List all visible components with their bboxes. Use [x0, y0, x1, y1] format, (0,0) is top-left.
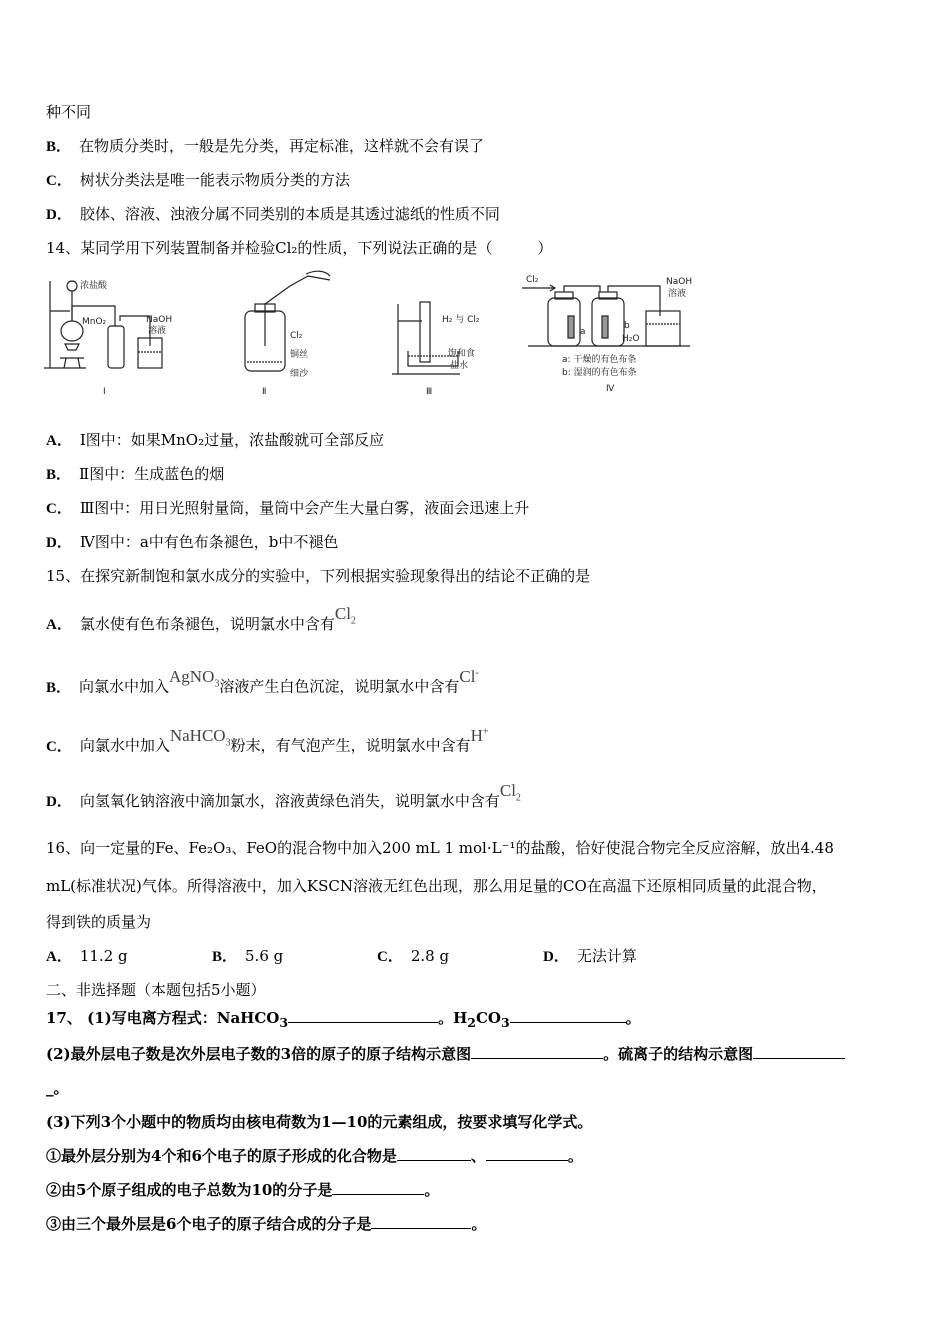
- q16-line-1: 16、向一定量的Fe、Fe₂O₃、FeO的混合物中加入200 mL 1 mol·L⁻¹的盐酸，恰好使混合物完全反应溶解，放出4.48: [46, 839, 834, 857]
- formula-text: Cl: [459, 666, 476, 686]
- q16-option-d: [543, 946, 637, 967]
- fig1-label-hcl: 浓盐酸: [80, 281, 108, 291]
- fig4-label-solution: 溶液: [668, 289, 687, 299]
- option-text: 粉末，有气泡产生，说明氯水中含有: [230, 736, 471, 755]
- answer-blank-s1b[interactable]: [486, 1146, 568, 1161]
- option-label: C．: [46, 738, 72, 755]
- option-label: C．: [46, 173, 72, 189]
- q17-p2-text: (2)最外层电子数是次外层电子数的3倍的原子的原子结构示意图: [46, 1045, 472, 1063]
- formula-text: Cl: [499, 781, 516, 800]
- q17-p1-text: CO: [475, 1009, 501, 1027]
- q16-option-b: [212, 946, 283, 967]
- q17-part-2-end: _。: [46, 1079, 69, 1097]
- option-text: 胶体、溶液、浊液分属不同类别的本质是其透过滤纸的性质不同: [79, 205, 500, 223]
- q14-option-d: [46, 532, 338, 553]
- fig4-label-water: H₂O: [622, 334, 640, 344]
- option-label: A．: [46, 617, 72, 633]
- option-text: 在物质分类时，一般是先分类，再定标准，这样就不会有误了: [79, 137, 485, 155]
- fig3-label-brine-2: 盐水: [450, 361, 469, 371]
- formula-cl2: $Cl_2$: [499, 781, 521, 804]
- fig4-label-a: a: [580, 327, 586, 337]
- fig2-label-sand: 细沙: [290, 369, 309, 379]
- option-text: 2.8 g: [410, 947, 450, 965]
- option-text: Ⅲ图中：用日光照射量筒，量筒中会产生大量白雾，液面会迅速上升: [79, 499, 530, 517]
- option-label: B．: [46, 467, 72, 483]
- subscript: 3: [279, 1015, 289, 1030]
- option-text: 树状分类法是唯一能表示物质分类的方法: [79, 171, 350, 189]
- q17-sub-2: [46, 1180, 439, 1200]
- q16-option-a: [46, 946, 128, 967]
- formula-text: Cl: [334, 604, 351, 623]
- q16-option-c: [377, 946, 449, 967]
- formula-cl-ion: Cl-: [459, 666, 479, 686]
- q17-number: 17、: [46, 1009, 82, 1027]
- q17-part-1: [46, 1008, 641, 1033]
- subscript: 2: [467, 1015, 476, 1030]
- q16-line-2: mL(标准状况)气体。所得溶液中，加入KSCN溶液无红色出现，那么用足量的CO在高温下还原相同质量的此混合物，: [46, 877, 827, 895]
- q17-part-2: [46, 1044, 845, 1064]
- option-label: B．: [46, 679, 72, 696]
- q17-s2-text: 。: [424, 1181, 440, 1199]
- q17-s1-text: ①最外层分别为4个和6个电子的原子形成的化合物是: [46, 1147, 397, 1165]
- option-label: A．: [46, 949, 72, 965]
- q15-option-c: [46, 725, 489, 763]
- option-text: Ⅱ图中：生成蓝色的烟: [79, 465, 225, 483]
- fig4-number: Ⅳ: [606, 384, 615, 394]
- formula-agno3: AgNO$_3$: [169, 666, 220, 690]
- q14-stem: 14、某同学用下列装置制备并检验Cl₂的性质，下列说法正确的是（ ）: [46, 239, 553, 257]
- option-text: Ⅰ图中：如果MnO₂过量，浓盐酸就可全部反应: [79, 431, 385, 449]
- option-label: A．: [46, 433, 72, 449]
- formula-text: H: [470, 725, 483, 745]
- subscript: 3: [500, 1015, 510, 1030]
- option-label: C．: [46, 501, 72, 517]
- q17-p1-text: 。: [625, 1009, 641, 1027]
- option-text: 向氯水中加入: [79, 677, 170, 696]
- option-text: 溶液产生白色沉淀，说明氯水中含有: [219, 677, 460, 696]
- fig4-label-b: b: [624, 321, 630, 331]
- fig4-legend-b: b: 湿润的有色布条: [562, 368, 637, 378]
- fig3-number: Ⅲ: [426, 387, 433, 397]
- option-label: D．: [46, 794, 72, 810]
- q15-stem: 15、在探究新制饱和氯水成分的实验中，下列根据实验现象得出的结论不正确的是: [46, 567, 591, 585]
- q15-option-a: [46, 604, 356, 641]
- q15-option-d: [46, 781, 521, 818]
- answer-blank-atom-diagram[interactable]: [471, 1044, 603, 1059]
- q17-sub-1: [46, 1146, 583, 1166]
- answer-blank-nahco3[interactable]: [288, 1008, 438, 1023]
- option-text: 向氢氧化钠溶液中滴加氯水，溶液黄绿色消失，说明氯水中含有: [79, 792, 500, 810]
- answer-blank-s3[interactable]: [371, 1214, 471, 1229]
- section-2-title: 二、非选择题（本题包括5小题）: [46, 981, 266, 999]
- q17-s3-text: ③由三个最外层是6个电子的原子结合成的分子是: [46, 1215, 372, 1233]
- fig3-label-brine-1: 饱和食: [448, 349, 476, 359]
- q17-s2-text: ②由5个原子组成的电子总数为10的分子是: [46, 1181, 333, 1199]
- option-text: 11.2 g: [79, 947, 128, 965]
- q17-s1-text: 、: [470, 1147, 486, 1165]
- option-label: B．: [46, 139, 72, 155]
- figure-4-apparatus: [522, 285, 690, 346]
- formula-h-ion: H+: [470, 725, 489, 745]
- formula-text: AgNO: [169, 666, 215, 686]
- q17-s1-text: 。: [567, 1147, 583, 1165]
- q13-option-b: [46, 136, 484, 157]
- option-label: D．: [46, 207, 72, 223]
- answer-blank-s2[interactable]: [332, 1180, 424, 1195]
- q13-option-c: [46, 170, 350, 191]
- q17-s3-text: 。: [471, 1215, 487, 1233]
- q17-sub-3: [46, 1214, 486, 1234]
- q13-option-d: [46, 204, 500, 225]
- q14-option-c: [46, 498, 529, 519]
- q17-part-3: (3)下列3个小题中的物质均由核电荷数为1—10的元素组成，按要求填写化学式。: [46, 1113, 593, 1131]
- answer-blank-sulfide-diagram[interactable]: [753, 1044, 845, 1059]
- answer-blank-s1a[interactable]: [397, 1146, 471, 1161]
- fig1-number: Ⅰ: [103, 387, 106, 397]
- q14-option-b: [46, 464, 224, 485]
- option-label: B．: [212, 949, 238, 965]
- option-text: 向氯水中加入: [79, 736, 170, 755]
- apparatus-figure: [40, 266, 720, 398]
- answer-blank-h2co3[interactable]: [510, 1008, 626, 1023]
- fig2-label-copper: 铜丝: [290, 350, 309, 360]
- option-text: 无法计算: [576, 947, 637, 965]
- q17-p2-text: 。硫离子的结构示意图: [603, 1045, 754, 1063]
- option-label: C．: [377, 949, 403, 965]
- figure-2-apparatus: [245, 271, 330, 371]
- option-text: 氯水使有色布条褪色，说明氯水中含有: [79, 615, 335, 633]
- q16-line-3: 得到铁的质量为: [46, 913, 152, 931]
- option-label: D．: [46, 535, 72, 551]
- fig4-label-naoh: NaOH: [666, 277, 693, 287]
- q15-option-b: [46, 666, 479, 704]
- option-text: Ⅳ图中：a中有色布条褪色，b中不褪色: [79, 533, 339, 551]
- formula-cl2: $Cl_2$: [334, 604, 356, 627]
- fig1-label-naoh: NaOH: [146, 315, 173, 325]
- formula-text: NaHCO: [169, 725, 226, 745]
- fig4-legend-a: a: 干燥的有色布条: [562, 355, 637, 365]
- option-text: 5.6 g: [245, 947, 284, 965]
- fig4-label-cl2: Cl₂: [526, 275, 539, 285]
- q13-continued-text: 种不同: [46, 103, 92, 121]
- formula-nahco3: NaHCO$_3$: [169, 725, 231, 749]
- option-label: D．: [543, 949, 569, 965]
- q14-option-a: [46, 430, 384, 451]
- fig3-label-gas: H₂ 与 Cl₂: [442, 315, 480, 325]
- fig2-label-cl2: Cl₂: [290, 331, 303, 341]
- q17-p1-text: 。H: [438, 1009, 468, 1027]
- q17-p1-text: (1)写电离方程式：NaHCO: [87, 1009, 280, 1027]
- fig1-label-solution: 溶液: [148, 326, 167, 336]
- fig2-number: Ⅱ: [262, 387, 267, 397]
- fig1-label-mno2: MnO₂: [82, 317, 107, 327]
